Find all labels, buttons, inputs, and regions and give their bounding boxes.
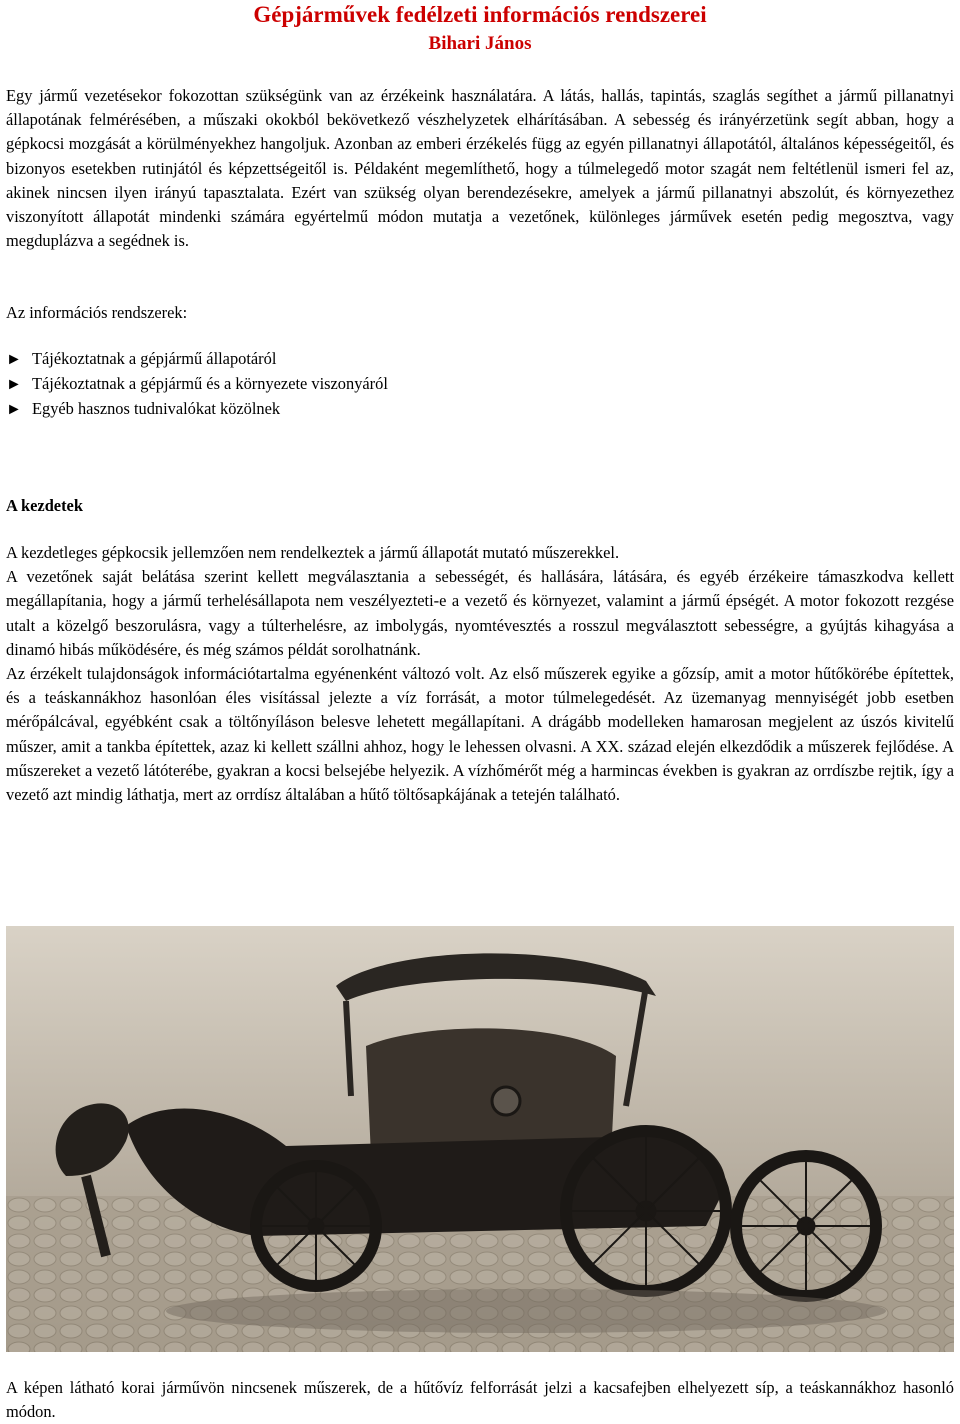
- bullet-arrow-icon: ►: [6, 351, 22, 368]
- list-item: [6, 347, 388, 372]
- document-page: [6, 0, 954, 1422]
- beginnings-heading: A kezdetek: [6, 496, 83, 515]
- beginnings-paragraph-3: Az érzékelt tulajdonságok információtartalma egyénenként változó volt. Az első műszerek egyike a gőzsíp, amit a motor hűtőkörébe építettek, és a teáskannákhoz hasonlóan éles visítással jelezte a víz forrását, a motor túlmelegedését. Az üzemanyag mennyiségét jobb esetben mérőpálcával, egyébként csak a töltőnyíláson belesve lehetett megállapítani. A drágább modelleken hamarosan megjelent az úszós kivitelű műszer, amit a tankba építettek, azaz ki kellett szállni ahhoz, hogy le lehessen olvasni. A XX. század elején elkezdődik a műszerek fejlődése. A műszereket a vezető látóterébe, gyakran a kocsi belsejébe helyezik. A vízhőmérőt még a harmincas években is gyakran az orrdíszbe rejtik, így a vezető azt mindig láthatja, mert az orrdísz általában a hűtő töltősapkájának a tetején található.: [6, 664, 954, 805]
- info-systems-heading: Az információs rendszerek:: [6, 303, 188, 322]
- list-item: [6, 397, 388, 422]
- document-author: Bihari János: [428, 33, 532, 54]
- document-title: Gépjárművek fedélzeti információs rendszerei: [253, 2, 707, 27]
- list-item-text: Tájékoztatnak a gépjármű és a környezete viszonyáról: [32, 374, 388, 394]
- vintage-car-illustration: [6, 926, 954, 1352]
- early-vehicle-photo: [6, 926, 954, 1352]
- beginnings-section: [6, 541, 954, 807]
- intro-paragraph: Egy jármű vezetésekor fokozottan szükségünk van az érzékeink használatára. A látás, hallás, tapintás, szaglás segíthet a jármű pillanatnyi állapotának felmérésében, a műszaki okokból bekövetkező vészhelyzetek elhárításában. A sebesség és irányérzetünk segít abban, hogy a gépkocsi mozgását a körülményekhez hangoljuk. Azonban az emberi érzékelés függ az egyén pillanatnyi állapotától, általános képességeitől, és bizonyos esetekben rutinjától és képzettségeitől is. Példaként megemlíthető, hogy a túlmelegedő motor szagát nem feltétlenül ismeri fel az, akinek nincsen ilyen irányú tapasztalata. Ezért van szükség olyan berendezésekre, amelyek a jármű pillanatnyi abszolút, és környezethez viszonyított állapotát mindenki számára egyértelmű módon mutatja a vezetőnek, különleges járművek esetén pedig megosztva, vagy megduplázva a segédnek is.: [6, 86, 954, 251]
- beginnings-paragraph-1: A kezdetleges gépkocsik jellemzően nem rendelkeztek a jármű állapotát mutató műszerekkel.: [6, 543, 620, 562]
- list-item-text: Egyéb hasznos tudnivalókat közölnek: [32, 399, 281, 419]
- bullet-arrow-icon: ►: [6, 401, 22, 419]
- photo-caption: A képen látható korai járművön nincsenek műszerek, de a hűtővíz felforrását jelzi a kacsafejben elhelyezett síp, a teáskannákhoz hasonló módon.: [6, 1378, 954, 1422]
- list-item-text: Tájékoztatnak a gépjármű állapotáról: [32, 349, 277, 368]
- list-item: [6, 372, 388, 397]
- bullet-arrow-icon: ►: [6, 376, 22, 394]
- beginnings-paragraph-2: A vezetőnek saját belátása szerint kellett megválasztania a sebességét, és hallására, látására, és egyéb érzékeire támaszkodva kellett megállapítania, hogy a jármű terhelésállapota nem veszélyezteti-e a vezető és környezet, valamint a jármű épségét. A motor fokozott rezgése utalt a közelgő beszorulásra, vagy a túlterhelésre, az imbolygás, nyomtévesztés a rosszul megválasztott sebességre, a gyújtás kihagyása a dinamó hibás működésére, és még számos példát sorolhatnánk.: [6, 567, 954, 659]
- intro-section: [6, 84, 954, 253]
- info-systems-list: [6, 347, 388, 423]
- photo-caption-section: [6, 1376, 954, 1424]
